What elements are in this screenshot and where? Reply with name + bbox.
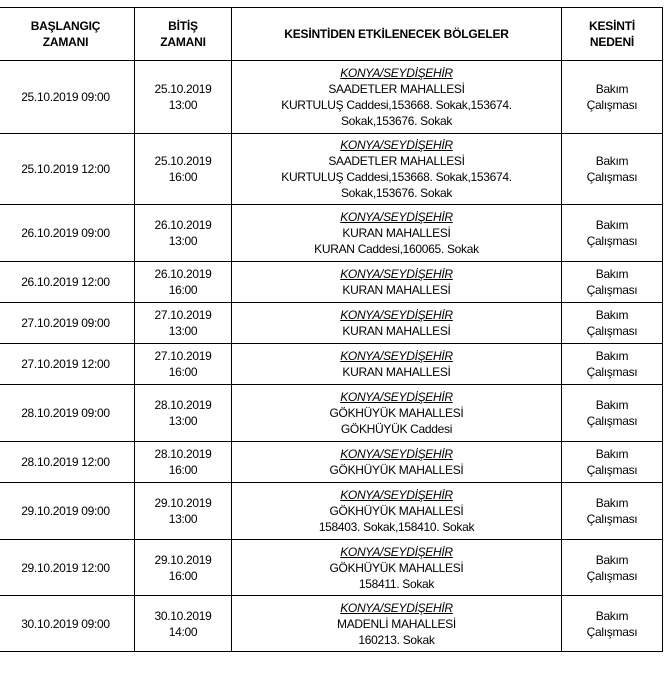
table-row xyxy=(0,385,663,442)
region-cell xyxy=(232,540,562,596)
reason-text: Çalışması xyxy=(586,234,638,248)
reason-cell xyxy=(562,344,663,385)
start-time-cell: 30.10.2019 09:00 xyxy=(0,596,135,652)
reason-text: Bakım xyxy=(595,267,629,281)
start-time-cell: 28.10.2019 12:00 xyxy=(0,442,135,483)
end-time-cell xyxy=(135,442,232,483)
reason-text: Çalışması xyxy=(586,170,638,184)
end-time-cell xyxy=(135,262,232,303)
city-label: KONYA/SEYDİŞEHİR xyxy=(340,447,453,461)
reason-cell xyxy=(562,134,663,205)
reason-cell xyxy=(562,303,663,344)
city-label: KONYA/SEYDİŞEHİR xyxy=(340,66,453,80)
table-row xyxy=(0,596,663,652)
end-time-cell xyxy=(135,483,232,540)
neighborhood-label: MADENLİ MAHALLESİ xyxy=(337,616,456,631)
street-list: KURTULUŞ Caddesi,153668. Sokak,153674. xyxy=(281,170,512,184)
neighborhood-label: GÖKHÜYÜK MAHALLESİ xyxy=(329,463,464,477)
header-end-time: BİTİŞ ZAMANI xyxy=(135,8,232,61)
table-row xyxy=(0,540,663,596)
region-cell xyxy=(232,385,562,442)
end-time-cell xyxy=(135,205,232,262)
end-date: 27.10.2019 xyxy=(154,308,212,322)
neighborhood-label: KURAN MAHALLESİ xyxy=(342,365,451,379)
region-cell xyxy=(232,344,562,385)
table-row xyxy=(0,262,663,303)
end-date: 28.10.2019 xyxy=(154,398,212,412)
table-row xyxy=(0,483,663,540)
table-row xyxy=(0,61,663,134)
start-time-cell: 26.10.2019 09:00 xyxy=(0,205,135,262)
region-cell xyxy=(232,442,562,483)
start-time-cell: 25.10.2019 09:00 xyxy=(0,61,135,134)
end-date: 26.10.2019 xyxy=(154,267,212,281)
start-time-cell: 27.10.2019 12:00 xyxy=(0,344,135,385)
end-date: 28.10.2019 xyxy=(154,447,212,461)
header-start-time: BAŞLANGIÇ ZAMANI xyxy=(0,8,135,61)
reason-text: Bakım xyxy=(595,154,629,168)
end-date: 29.10.2019 xyxy=(154,496,212,510)
neighborhood-label: KURAN MAHALLESİ xyxy=(342,324,451,338)
end-date: 25.10.2019 xyxy=(154,82,212,96)
reason-text: Çalışması xyxy=(586,568,638,583)
reason-cell xyxy=(562,483,663,540)
region-cell xyxy=(232,303,562,344)
neighborhood-label: KURAN MAHALLESİ xyxy=(342,226,451,240)
region-cell xyxy=(232,483,562,540)
city-label: KONYA/SEYDİŞEHİR xyxy=(340,390,453,404)
city-label: KONYA/SEYDİŞEHİR xyxy=(340,488,453,502)
end-hour: 16:00 xyxy=(168,463,198,477)
reason-text: Bakım xyxy=(595,447,629,461)
end-hour: 14:00 xyxy=(168,624,198,639)
end-hour: 13:00 xyxy=(168,98,198,112)
neighborhood-label: SAADETLER MAHALLESİ xyxy=(328,82,465,96)
start-time-cell: 26.10.2019 12:00 xyxy=(0,262,135,303)
region-cell xyxy=(232,596,562,652)
neighborhood-label: SAADETLER MAHALLESİ xyxy=(328,154,465,168)
outage-table xyxy=(0,7,663,652)
end-hour: 16:00 xyxy=(168,568,198,583)
neighborhood-label: GÖKHÜYÜK MAHALLESİ xyxy=(329,560,464,575)
end-time-cell xyxy=(135,61,232,134)
city-label: KONYA/SEYDİŞEHİR xyxy=(340,138,453,152)
end-date: 30.10.2019 xyxy=(154,608,212,623)
reason-text: Çalışması xyxy=(586,283,638,297)
end-hour: 16:00 xyxy=(168,170,198,184)
header-row xyxy=(0,8,663,61)
end-hour: 13:00 xyxy=(168,234,198,248)
reason-text: Çalışması xyxy=(586,365,638,379)
end-hour: 13:00 xyxy=(168,414,198,428)
reason-text: Çalışması xyxy=(586,624,638,639)
end-hour: 13:00 xyxy=(168,324,198,338)
reason-text: Bakım xyxy=(595,552,629,567)
street-list: 158411. Sokak xyxy=(358,576,435,591)
end-time-cell xyxy=(135,385,232,442)
street-list: Sokak,153676. Sokak xyxy=(340,114,453,128)
city-label: KONYA/SEYDİŞEHİR xyxy=(340,349,453,363)
neighborhood-label: KURAN MAHALLESİ xyxy=(342,283,451,297)
table-row xyxy=(0,442,663,483)
street-list: 158403. Sokak,158410. Sokak xyxy=(318,520,475,534)
reason-text: Bakım xyxy=(595,398,629,412)
reason-text: Bakım xyxy=(595,218,629,232)
header-outage-reason: KESİNTİ NEDENİ xyxy=(562,8,663,61)
reason-cell xyxy=(562,596,663,652)
start-time-cell: 29.10.2019 12:00 xyxy=(0,540,135,596)
end-time-cell xyxy=(135,596,232,652)
region-cell xyxy=(232,205,562,262)
reason-cell xyxy=(562,61,663,134)
reason-cell xyxy=(562,262,663,303)
city-label: KONYA/SEYDİŞEHİR xyxy=(340,600,453,615)
end-time-cell xyxy=(135,344,232,385)
region-cell xyxy=(232,134,562,205)
reason-text: Bakım xyxy=(595,82,629,96)
street-list: Sokak,153676. Sokak xyxy=(340,186,453,200)
city-label: KONYA/SEYDİŞEHİR xyxy=(340,308,453,322)
reason-text: Bakım xyxy=(595,349,629,363)
reason-text: Çalışması xyxy=(586,414,638,428)
street-list: GÖKHÜYÜK Caddesi xyxy=(340,422,453,436)
end-time-cell xyxy=(135,134,232,205)
end-hour: 16:00 xyxy=(168,283,198,297)
city-label: KONYA/SEYDİŞEHİR xyxy=(340,544,453,559)
end-date: 27.10.2019 xyxy=(154,349,212,363)
reason-text: Çalışması xyxy=(586,98,638,112)
street-list: KURTULUŞ Caddesi,153668. Sokak,153674. xyxy=(281,98,512,112)
end-date: 25.10.2019 xyxy=(154,154,212,168)
neighborhood-label: GÖKHÜYÜK MAHALLESİ xyxy=(329,406,464,420)
reason-text: Bakım xyxy=(595,308,629,322)
start-time-cell: 25.10.2019 12:00 xyxy=(0,134,135,205)
reason-cell xyxy=(562,385,663,442)
region-cell xyxy=(232,262,562,303)
reason-text: Çalışması xyxy=(586,512,638,526)
reason-cell xyxy=(562,540,663,596)
start-time-cell: 27.10.2019 09:00 xyxy=(0,303,135,344)
region-cell xyxy=(232,61,562,134)
reason-text: Bakım xyxy=(595,608,629,623)
end-hour: 13:00 xyxy=(168,512,198,526)
city-label: KONYA/SEYDİŞEHİR xyxy=(340,210,453,224)
end-date: 26.10.2019 xyxy=(154,218,212,232)
reason-cell xyxy=(562,205,663,262)
reason-cell xyxy=(562,442,663,483)
end-hour: 16:00 xyxy=(168,365,198,379)
table-row xyxy=(0,344,663,385)
table-row xyxy=(0,205,663,262)
reason-text: Bakım xyxy=(595,496,629,510)
table-body xyxy=(0,61,663,652)
neighborhood-label: GÖKHÜYÜK MAHALLESİ xyxy=(329,504,464,518)
street-list: KURAN Caddesi,160065. Sokak xyxy=(314,242,479,256)
end-time-cell xyxy=(135,540,232,596)
table-row xyxy=(0,303,663,344)
reason-text: Çalışması xyxy=(586,324,638,338)
reason-text: Çalışması xyxy=(586,463,638,477)
start-time-cell: 28.10.2019 09:00 xyxy=(0,385,135,442)
city-label: KONYA/SEYDİŞEHİR xyxy=(340,267,453,281)
end-date: 29.10.2019 xyxy=(154,552,212,567)
header-affected-regions: KESİNTİDEN ETKİLENECEK BÖLGELER xyxy=(232,8,562,61)
table-row xyxy=(0,134,663,205)
street-list: 160213. Sokak xyxy=(358,632,435,647)
start-time-cell: 29.10.2019 09:00 xyxy=(0,483,135,540)
end-time-cell xyxy=(135,303,232,344)
